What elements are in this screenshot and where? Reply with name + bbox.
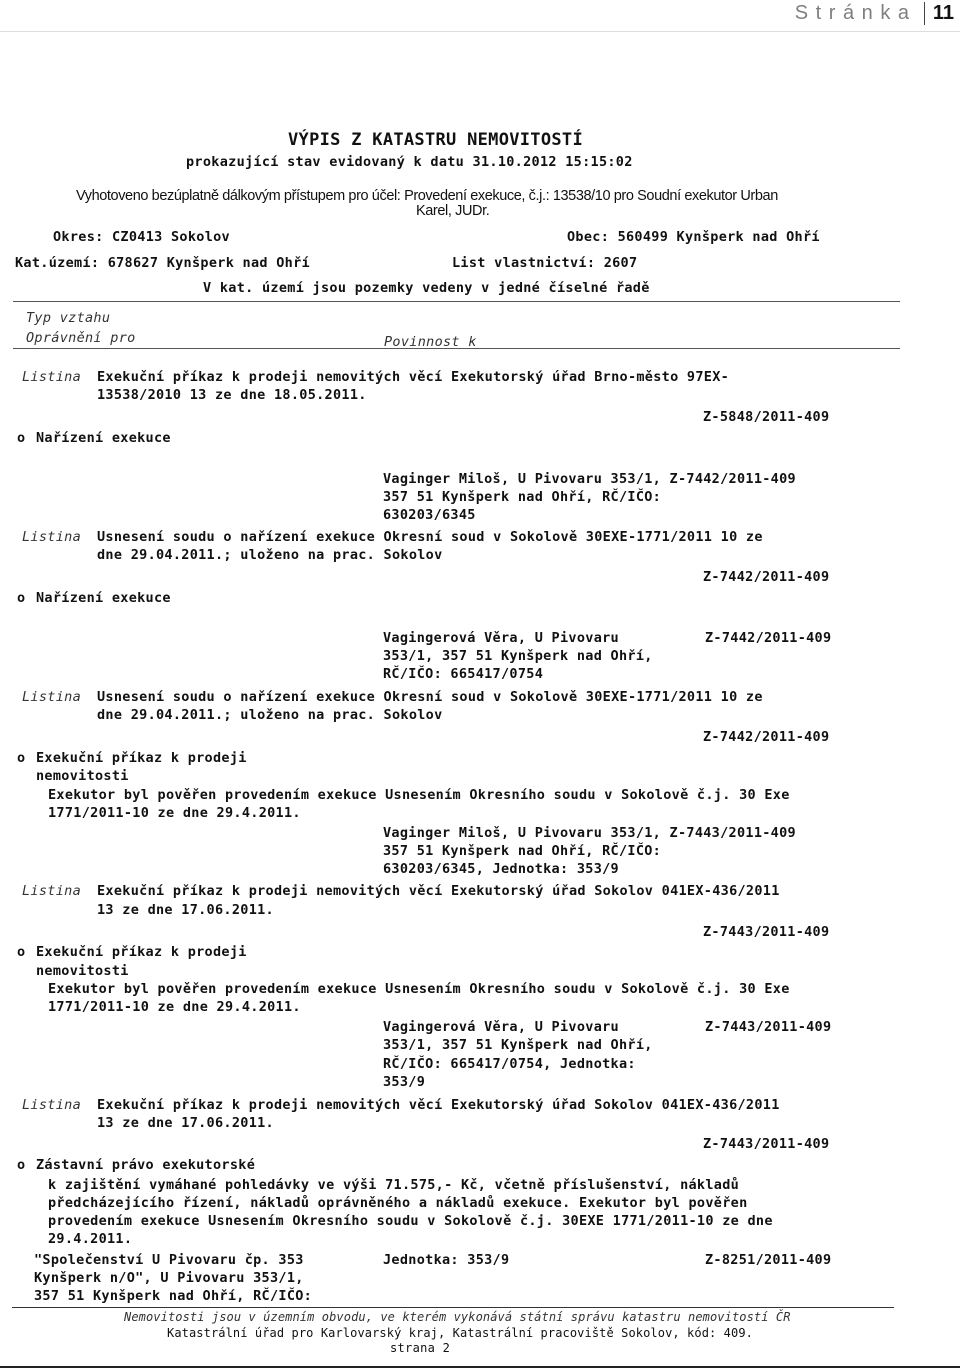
obec: Obec: 560499 Kynšperk nad Ohří: [567, 229, 820, 245]
listina-text: Exekuční příkaz k prodeji nemovitých věcí Exekutorský úřad Sokolov 041EX-436/2011: [97, 883, 780, 899]
document-title: VÝPIS Z KATASTRU NEMOVITOSTÍ: [288, 130, 583, 150]
listina-label: Listina: [22, 883, 81, 899]
footer-page: strana 2: [390, 1341, 451, 1355]
entry-detail: 29.4.2011.: [48, 1231, 133, 1247]
page-header-label: S t r á n k a: [794, 2, 910, 24]
party-text: Vaginger Miloš, U Pivovaru 353/1, Z-7442/2011-409: [383, 471, 796, 487]
record-number: Z-7442/2011-409: [703, 729, 830, 745]
entry-type: Nařízení exekuce: [36, 430, 171, 446]
kat-uzemi: Kat.území: 678627 Kynšperk nad Ohří: [15, 255, 310, 271]
party-text: 353/1, 357 51 Kynšperk nad Ohří,: [383, 648, 653, 664]
okres: Okres: CZ0413 Sokolov: [53, 229, 230, 245]
listina-text: 13 ze dne 17.06.2011.: [97, 1115, 274, 1131]
listina-text: dne 29.04.2011.; uloženo na prac. Sokolov: [97, 707, 443, 723]
page-bottom-rule: [0, 1366, 960, 1368]
owner-text: Kynšperk n/O", U Pivovaru 353/1,: [34, 1270, 304, 1286]
listina-text: dne 29.04.2011.; uloženo na prac. Sokolov: [97, 547, 443, 563]
entry-detail: Exekutor byl pověřen provedením exekuce Usnesením Okresního soudu v Sokolově č.j. 30 Exe: [48, 787, 790, 803]
entry-type: Exekuční příkaz k prodeji: [36, 750, 247, 766]
record-number: Z-7443/2011-409: [703, 924, 830, 940]
party-text: 630203/6345: [383, 507, 476, 523]
party-text: Vaginger Miloš, U Pivovaru 353/1, Z-7443/2011-409: [383, 825, 796, 841]
listina-text: Exekuční příkaz k prodeji nemovitých věcí Exekutorský úřad Sokolov 041EX-436/2011: [97, 1097, 780, 1113]
document-subtitle: prokazující stav evidovaný k datu 31.10.2012 15:15:02: [186, 154, 633, 170]
bullet-icon: o: [17, 944, 26, 960]
listina-text: Usnesení soudu o nařízení exekuce Okresní soud v Sokolově 30EXE-1771/2011 10 ze: [97, 529, 763, 545]
entry-type: Zástavní právo exekutorské: [36, 1157, 256, 1173]
footer-line-2: Katastrální úřad pro Karlovarský kraj, Katastrální pracoviště Sokolov, kód: 409.: [167, 1326, 753, 1340]
entry-type: Exekuční příkaz k prodeji: [36, 944, 247, 960]
record-number: Z-7443/2011-409: [705, 1019, 832, 1035]
prepared-line-2: Karel, JUDr.: [416, 203, 490, 219]
table-header-rule: [13, 348, 900, 349]
entry-type: nemovitosti: [36, 768, 129, 784]
prepared-line-1: Vyhotoveno bezúplatně dálkovým přístupem pro účel: Provedení exekuce, č.j.: 13538/10 pro Soudní exekutor Urban: [76, 188, 778, 204]
bullet-icon: o: [17, 590, 26, 606]
col-opravneni: Oprávnění pro: [26, 330, 136, 346]
listina-text: Usnesení soudu o nařízení exekuce Okresní soud v Sokolově 30EXE-1771/2011 10 ze: [97, 689, 763, 705]
entry-detail: předcházejícího řízení, nákladů oprávněného a nákladů exekuce. Exekutor byl pověřen: [48, 1195, 748, 1211]
page-number: 11: [924, 2, 954, 25]
entry-detail: provedením exekuce Usnesením Okresního soudu v Sokolově č.j. 30EXE 1771/2011-10 ze dne: [48, 1213, 773, 1229]
footer-rule: [12, 1307, 894, 1308]
listina-label: Listina: [22, 369, 81, 385]
col-typ-vztahu: Typ vztahu: [26, 310, 111, 326]
party-text: Vagingerová Věra, U Pivovaru: [383, 630, 619, 646]
footer-line-1: Nemovitosti jsou v územním obvodu, ve kterém vykonává státní správu katastru nemovitostí ČR: [124, 1310, 791, 1324]
entry-detail: 1771/2011-10 ze dne 29.4.2011.: [48, 999, 301, 1015]
note-vkat: V kat. území jsou pozemky vedeny v jedné číselné řadě: [203, 280, 650, 296]
listina-label: Listina: [22, 1097, 81, 1113]
party-text: RČ/IČO: 665417/0754: [383, 666, 544, 682]
bullet-icon: o: [17, 750, 26, 766]
table-top-rule: [13, 301, 900, 302]
listina-label: Listina: [22, 689, 81, 705]
party-text: 353/9: [383, 1074, 426, 1090]
listina-text: Exekuční příkaz k prodeji nemovitých věcí Exekutorský úřad Brno-město 97EX-: [97, 369, 730, 385]
entry-type: nemovitosti: [36, 963, 129, 979]
record-number: Z-7442/2011-409: [705, 630, 832, 646]
bullet-icon: o: [17, 430, 26, 446]
party-text: 353/1, 357 51 Kynšperk nad Ohří,: [383, 1037, 653, 1053]
record-number: Z-7442/2011-409: [703, 569, 830, 585]
entry-type: Nařízení exekuce: [36, 590, 171, 606]
party-text: 630203/6345, Jednotka: 353/9: [383, 861, 619, 877]
bullet-icon: o: [17, 1157, 26, 1173]
unit-text: Jednotka: 353/9: [383, 1252, 510, 1268]
header-rule: [0, 31, 960, 32]
col-povinnost: Povinnost k: [384, 334, 477, 350]
owner-text: 357 51 Kynšperk nad Ohří, RČ/IČO:: [34, 1288, 313, 1304]
entry-detail: 1771/2011-10 ze dne 29.4.2011.: [48, 805, 301, 821]
party-text: 357 51 Kynšperk nad Ohří, RČ/IČO:: [383, 843, 662, 859]
listina-text: 13 ze dne 17.06.2011.: [97, 902, 274, 918]
list-vlastnictvi: List vlastnictví: 2607: [452, 255, 638, 271]
listina-text: 13538/2010 13 ze dne 18.05.2011.: [97, 387, 367, 403]
record-number: Z-8251/2011-409: [705, 1252, 832, 1268]
owner-text: "Společenství U Pivovaru čp. 353: [34, 1252, 304, 1268]
entry-detail: k zajištění vymáhané pohledávky ve výši 71.575,- Kč, včetně příslušenství, nákladů: [48, 1177, 740, 1193]
party-text: RČ/IČO: 665417/0754, Jednotka:: [383, 1056, 636, 1072]
entry-detail: Exekutor byl pověřen provedením exekuce Usnesením Okresního soudu v Sokolově č.j. 30 Exe: [48, 981, 790, 997]
listina-label: Listina: [22, 529, 81, 545]
party-text: 357 51 Kynšperk nad Ohří, RČ/IČO:: [383, 489, 662, 505]
record-number: Z-7443/2011-409: [703, 1136, 830, 1152]
record-number: Z-5848/2011-409: [703, 409, 830, 425]
party-text: Vagingerová Věra, U Pivovaru: [383, 1019, 619, 1035]
